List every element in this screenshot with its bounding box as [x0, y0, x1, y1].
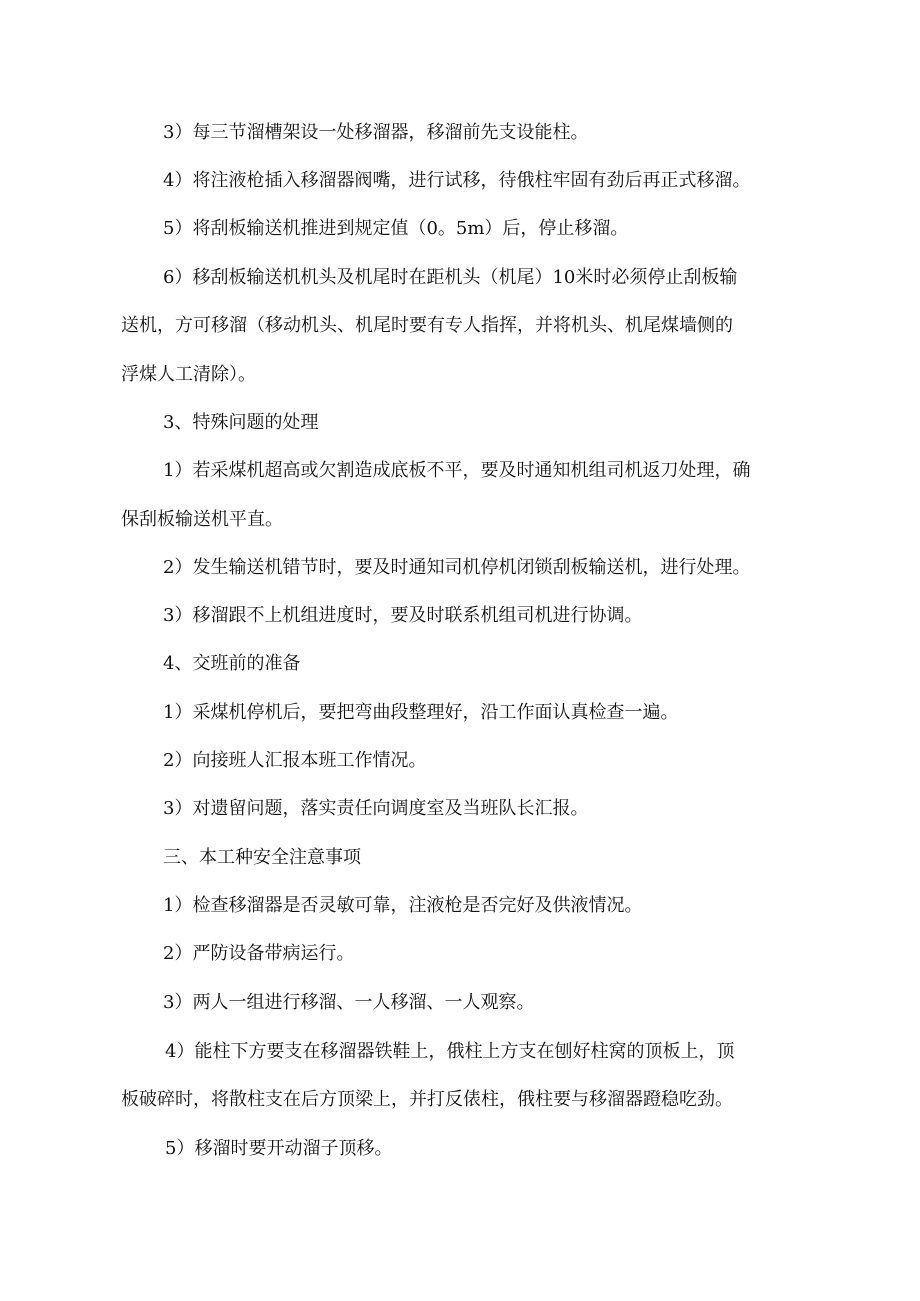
text-line: 3）每三节溜槽架设一处移溜器，移溜前先支设能柱。: [163, 122, 589, 143]
text-line: 4）能柱下方要支在移溜器铁鞋上，俄柱上方支在刨好柱窝的顶板上，顶: [165, 1041, 735, 1062]
text-line: 3）两人一组进行移溜、一人移溜、一人观察。: [163, 992, 535, 1013]
section-heading: 3、特殊问题的处理: [163, 412, 319, 433]
section-heading: 三、本工种安全注意事项: [163, 847, 361, 868]
text-line: 2）严防设备带病运行。: [163, 943, 355, 964]
section-heading: 4、交班前的准备: [163, 653, 301, 674]
text-line: 1）检查移溜器是否灵敏可靠，注液枪是否完好及供液情况。: [163, 895, 643, 916]
text-line: 浮煤人工清除）。: [121, 364, 256, 385]
text-line: 4）将注液枪插入移溜器阀嘴，进行试移，待俄柱牢固有劲后再正式移溜。: [163, 170, 751, 191]
text-line: 5）移溜时要开动溜子顶移。: [165, 1138, 393, 1159]
text-line: 2）发生输送机错节时，要及时通知司机停机闭锁刮板输送机，进行处理。: [163, 557, 751, 578]
text-line: 2）向接班人汇报本班工作情况。: [163, 750, 427, 771]
text-line: 3）对遗留问题，落实责任向调度室及当班队长汇报。: [163, 798, 589, 819]
text-line: 6）移刮板输送机机头及机尾时在距机头（机尾）10米时必须停止刮板输: [163, 267, 738, 288]
text-line: 5）将刮板输送机推进到规定值（0。5m）后，停止移溜。: [163, 218, 629, 239]
text-line: 保刮板输送机平直。: [121, 509, 283, 530]
text-line: 1）若采煤机超高或欠割造成底板不平，要及时通知机组司机返刀处理，确: [163, 460, 751, 481]
text-line: 3）移溜跟不上机组进度时，要及时联系机组司机进行协调。: [163, 605, 643, 626]
text-line: 1）采煤机停机后，要把弯曲段整理好，沿工作面认真检查一遍。: [163, 702, 679, 723]
text-line: 板破碎时，将散柱支在后方顶梁上，并打反俵柱，俄柱要与移溜器蹬稳吃劲。: [121, 1089, 733, 1110]
text-line: 送机，方可移溜（移动机头、机尾时要有专人指挥，并将机头、机尾煤墙侧的: [121, 315, 733, 336]
